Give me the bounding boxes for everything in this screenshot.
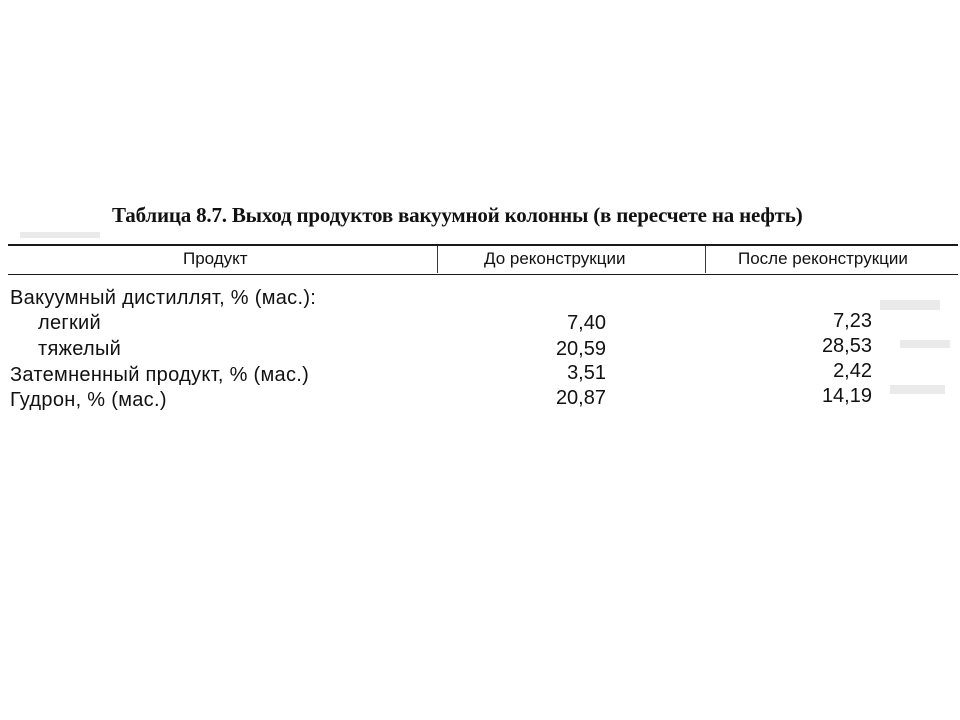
scan-noise	[880, 300, 940, 310]
cell-before: 20,59	[555, 338, 606, 360]
row-label: Гудрон, % (мас.)	[10, 389, 167, 411]
table-caption: Таблица 8.7. Выход продуктов вакуумной колонны (в пересчете на нефть)	[112, 203, 803, 227]
header-before: До реконструкции	[484, 249, 626, 268]
cell-after: 28,53	[821, 335, 872, 357]
table-top-rule	[8, 244, 958, 246]
header-divider	[705, 246, 706, 273]
cell-after: 2,42	[833, 360, 872, 382]
row-label: Вакуумный дистиллят, % (мас.):	[10, 287, 317, 309]
cell-before: 7,40	[567, 312, 606, 334]
cell-after: 14,19	[821, 385, 872, 407]
header-after: После реконструкции	[738, 249, 908, 268]
scan-noise	[900, 340, 950, 348]
scan-noise	[20, 232, 100, 238]
cell-before: 3,51	[567, 362, 606, 384]
scan-noise	[890, 385, 945, 394]
table-header-rule	[8, 274, 958, 275]
header-divider	[437, 246, 438, 273]
cell-after: 7,23	[833, 310, 872, 332]
row-label: тяжелый	[38, 338, 122, 360]
cell-before: 20,87	[555, 387, 606, 409]
row-label: Затемненный продукт, % (мас.)	[10, 364, 310, 386]
row-label: легкий	[38, 312, 101, 334]
header-product: Продукт	[183, 249, 248, 268]
